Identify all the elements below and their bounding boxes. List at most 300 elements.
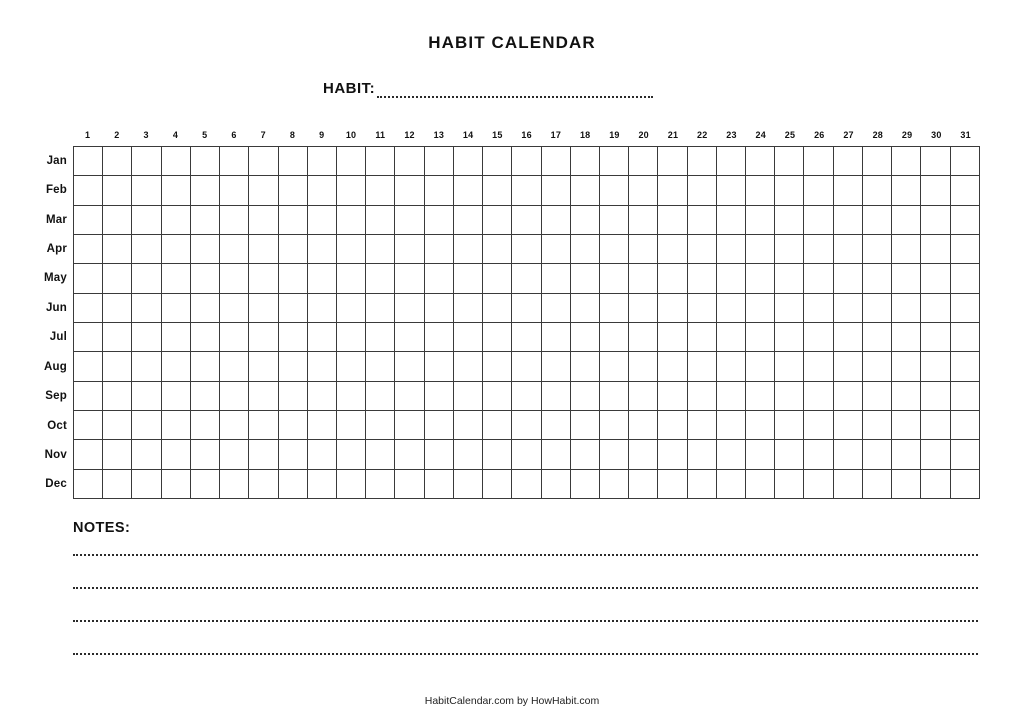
habit-cell[interactable]	[746, 206, 775, 235]
habit-cell[interactable]	[951, 147, 980, 176]
habit-cell[interactable]	[892, 382, 921, 411]
habit-cell[interactable]	[308, 411, 337, 440]
habit-cell[interactable]	[658, 440, 687, 469]
habit-cell[interactable]	[834, 176, 863, 205]
habit-cell[interactable]	[279, 352, 308, 381]
habit-cell[interactable]	[337, 440, 366, 469]
habit-cell[interactable]	[804, 382, 833, 411]
habit-cell[interactable]	[249, 352, 278, 381]
habit-cell[interactable]	[834, 470, 863, 499]
habit-cell[interactable]	[892, 294, 921, 323]
habit-cell[interactable]	[834, 147, 863, 176]
habit-cell[interactable]	[162, 294, 191, 323]
habit-cell[interactable]	[454, 206, 483, 235]
habit-cell[interactable]	[834, 411, 863, 440]
habit-cell[interactable]	[74, 294, 103, 323]
habit-cell[interactable]	[863, 323, 892, 352]
habit-cell[interactable]	[834, 206, 863, 235]
habit-cell[interactable]	[746, 264, 775, 293]
habit-cell[interactable]	[337, 176, 366, 205]
notes-line[interactable]	[73, 554, 978, 556]
habit-cell[interactable]	[249, 235, 278, 264]
habit-cell[interactable]	[132, 264, 161, 293]
habit-cell[interactable]	[454, 352, 483, 381]
habit-cell[interactable]	[512, 352, 541, 381]
habit-cell[interactable]	[103, 411, 132, 440]
habit-cell[interactable]	[571, 147, 600, 176]
habit-cell[interactable]	[454, 411, 483, 440]
habit-cell[interactable]	[571, 206, 600, 235]
habit-cell[interactable]	[775, 147, 804, 176]
habit-cell[interactable]	[191, 323, 220, 352]
habit-cell[interactable]	[220, 264, 249, 293]
habit-cell[interactable]	[366, 470, 395, 499]
habit-cell[interactable]	[395, 176, 424, 205]
habit-cell[interactable]	[191, 382, 220, 411]
habit-cell[interactable]	[425, 294, 454, 323]
habit-cell[interactable]	[629, 176, 658, 205]
habit-cell[interactable]	[74, 323, 103, 352]
habit-cell[interactable]	[220, 382, 249, 411]
notes-line[interactable]	[73, 587, 978, 589]
habit-cell[interactable]	[834, 440, 863, 469]
habit-cell[interactable]	[395, 470, 424, 499]
habit-cell[interactable]	[395, 323, 424, 352]
habit-cell[interactable]	[395, 382, 424, 411]
habit-field-input[interactable]	[377, 82, 653, 98]
habit-cell[interactable]	[600, 470, 629, 499]
habit-cell[interactable]	[775, 352, 804, 381]
habit-cell[interactable]	[366, 352, 395, 381]
habit-cell[interactable]	[512, 147, 541, 176]
habit-cell[interactable]	[395, 440, 424, 469]
habit-cell[interactable]	[951, 440, 980, 469]
habit-cell[interactable]	[191, 470, 220, 499]
habit-cell[interactable]	[658, 470, 687, 499]
habit-cell[interactable]	[366, 235, 395, 264]
habit-cell[interactable]	[863, 440, 892, 469]
habit-cell[interactable]	[921, 382, 950, 411]
habit-cell[interactable]	[220, 323, 249, 352]
habit-cell[interactable]	[542, 294, 571, 323]
habit-cell[interactable]	[775, 294, 804, 323]
habit-cell[interactable]	[863, 294, 892, 323]
habit-cell[interactable]	[951, 176, 980, 205]
habit-cell[interactable]	[454, 382, 483, 411]
habit-cell[interactable]	[717, 352, 746, 381]
habit-cell[interactable]	[132, 176, 161, 205]
habit-cell[interactable]	[775, 235, 804, 264]
habit-cell[interactable]	[162, 382, 191, 411]
habit-cell[interactable]	[308, 440, 337, 469]
habit-cell[interactable]	[921, 147, 950, 176]
habit-cell[interactable]	[921, 235, 950, 264]
habit-cell[interactable]	[162, 147, 191, 176]
habit-cell[interactable]	[103, 470, 132, 499]
habit-cell[interactable]	[337, 382, 366, 411]
habit-cell[interactable]	[921, 440, 950, 469]
habit-cell[interactable]	[366, 323, 395, 352]
habit-cell[interactable]	[600, 235, 629, 264]
habit-cell[interactable]	[629, 382, 658, 411]
habit-cell[interactable]	[717, 323, 746, 352]
habit-cell[interactable]	[74, 235, 103, 264]
habit-cell[interactable]	[483, 235, 512, 264]
habit-cell[interactable]	[892, 206, 921, 235]
habit-cell[interactable]	[863, 382, 892, 411]
habit-cell[interactable]	[483, 470, 512, 499]
habit-cell[interactable]	[775, 411, 804, 440]
habit-cell[interactable]	[600, 323, 629, 352]
habit-cell[interactable]	[542, 323, 571, 352]
habit-cell[interactable]	[425, 382, 454, 411]
habit-cell[interactable]	[658, 147, 687, 176]
habit-cell[interactable]	[804, 176, 833, 205]
habit-cell[interactable]	[834, 294, 863, 323]
habit-cell[interactable]	[542, 382, 571, 411]
habit-cell[interactable]	[395, 206, 424, 235]
habit-cell[interactable]	[337, 147, 366, 176]
habit-cell[interactable]	[512, 470, 541, 499]
habit-cell[interactable]	[337, 470, 366, 499]
habit-cell[interactable]	[132, 352, 161, 381]
habit-cell[interactable]	[688, 470, 717, 499]
habit-cell[interactable]	[337, 206, 366, 235]
habit-cell[interactable]	[337, 352, 366, 381]
habit-cell[interactable]	[366, 176, 395, 205]
habit-cell[interactable]	[249, 470, 278, 499]
habit-cell[interactable]	[425, 352, 454, 381]
habit-cell[interactable]	[688, 411, 717, 440]
habit-cell[interactable]	[921, 176, 950, 205]
habit-cell[interactable]	[629, 264, 658, 293]
habit-cell[interactable]	[921, 352, 950, 381]
habit-cell[interactable]	[804, 147, 833, 176]
habit-cell[interactable]	[512, 411, 541, 440]
habit-cell[interactable]	[746, 382, 775, 411]
habit-cell[interactable]	[425, 411, 454, 440]
habit-cell[interactable]	[366, 411, 395, 440]
habit-cell[interactable]	[454, 176, 483, 205]
habit-cell[interactable]	[132, 323, 161, 352]
habit-cell[interactable]	[600, 352, 629, 381]
habit-cell[interactable]	[249, 440, 278, 469]
habit-cell[interactable]	[279, 206, 308, 235]
habit-cell[interactable]	[688, 352, 717, 381]
habit-cell[interactable]	[308, 294, 337, 323]
habit-cell[interactable]	[483, 440, 512, 469]
habit-cell[interactable]	[571, 323, 600, 352]
habit-cell[interactable]	[951, 323, 980, 352]
habit-cell[interactable]	[366, 382, 395, 411]
habit-cell[interactable]	[863, 206, 892, 235]
habit-cell[interactable]	[162, 264, 191, 293]
habit-cell[interactable]	[132, 294, 161, 323]
habit-cell[interactable]	[483, 147, 512, 176]
habit-cell[interactable]	[863, 235, 892, 264]
habit-cell[interactable]	[746, 411, 775, 440]
habit-cell[interactable]	[454, 264, 483, 293]
habit-cell[interactable]	[834, 352, 863, 381]
habit-cell[interactable]	[600, 382, 629, 411]
habit-cell[interactable]	[629, 235, 658, 264]
habit-cell[interactable]	[804, 440, 833, 469]
habit-cell[interactable]	[512, 264, 541, 293]
habit-cell[interactable]	[951, 235, 980, 264]
notes-line[interactable]	[73, 653, 978, 655]
habit-cell[interactable]	[892, 147, 921, 176]
habit-cell[interactable]	[483, 382, 512, 411]
habit-cell[interactable]	[892, 440, 921, 469]
habit-cell[interactable]	[512, 294, 541, 323]
habit-cell[interactable]	[308, 323, 337, 352]
habit-cell[interactable]	[279, 235, 308, 264]
habit-cell[interactable]	[688, 294, 717, 323]
habit-cell[interactable]	[103, 147, 132, 176]
habit-cell[interactable]	[688, 235, 717, 264]
habit-cell[interactable]	[366, 264, 395, 293]
habit-cell[interactable]	[892, 352, 921, 381]
habit-cell[interactable]	[220, 470, 249, 499]
habit-cell[interactable]	[804, 470, 833, 499]
habit-cell[interactable]	[132, 470, 161, 499]
habit-cell[interactable]	[951, 352, 980, 381]
habit-cell[interactable]	[308, 235, 337, 264]
habit-cell[interactable]	[337, 235, 366, 264]
habit-cell[interactable]	[717, 294, 746, 323]
habit-cell[interactable]	[425, 440, 454, 469]
habit-field[interactable]	[323, 80, 653, 98]
habit-cell[interactable]	[921, 294, 950, 323]
habit-cell[interactable]	[337, 411, 366, 440]
habit-cell[interactable]	[454, 235, 483, 264]
habit-cell[interactable]	[571, 440, 600, 469]
habit-cell[interactable]	[688, 206, 717, 235]
habit-cell[interactable]	[249, 176, 278, 205]
habit-cell[interactable]	[688, 264, 717, 293]
habit-cell[interactable]	[512, 323, 541, 352]
habit-cell[interactable]	[892, 176, 921, 205]
habit-cell[interactable]	[951, 206, 980, 235]
habit-cell[interactable]	[162, 323, 191, 352]
habit-cell[interactable]	[951, 294, 980, 323]
habit-cell[interactable]	[191, 147, 220, 176]
habit-cell[interactable]	[308, 382, 337, 411]
habit-cell[interactable]	[191, 235, 220, 264]
habit-cell[interactable]	[921, 411, 950, 440]
habit-cell[interactable]	[454, 294, 483, 323]
habit-cell[interactable]	[951, 264, 980, 293]
habit-cell[interactable]	[191, 352, 220, 381]
habit-cell[interactable]	[308, 470, 337, 499]
habit-cell[interactable]	[921, 264, 950, 293]
habit-cell[interactable]	[74, 411, 103, 440]
habit-cell[interactable]	[162, 206, 191, 235]
habit-cell[interactable]	[132, 235, 161, 264]
habit-cell[interactable]	[542, 264, 571, 293]
habit-cell[interactable]	[191, 411, 220, 440]
habit-cell[interactable]	[132, 382, 161, 411]
habit-cell[interactable]	[220, 411, 249, 440]
habit-cell[interactable]	[74, 352, 103, 381]
habit-cell[interactable]	[220, 294, 249, 323]
habit-cell[interactable]	[892, 411, 921, 440]
habit-cell[interactable]	[220, 352, 249, 381]
habit-cell[interactable]	[717, 147, 746, 176]
habit-cell[interactable]	[629, 411, 658, 440]
habit-cell[interactable]	[892, 235, 921, 264]
habit-cell[interactable]	[717, 176, 746, 205]
habit-cell[interactable]	[425, 206, 454, 235]
habit-cell[interactable]	[162, 470, 191, 499]
habit-cell[interactable]	[483, 352, 512, 381]
habit-cell[interactable]	[337, 323, 366, 352]
habit-cell[interactable]	[629, 352, 658, 381]
habit-cell[interactable]	[249, 147, 278, 176]
habit-cell[interactable]	[483, 176, 512, 205]
habit-cell[interactable]	[804, 323, 833, 352]
habit-cell[interactable]	[366, 147, 395, 176]
habit-cell[interactable]	[279, 294, 308, 323]
habit-cell[interactable]	[892, 264, 921, 293]
habit-cell[interactable]	[74, 206, 103, 235]
habit-cell[interactable]	[542, 440, 571, 469]
habit-cell[interactable]	[629, 470, 658, 499]
habit-cell[interactable]	[658, 352, 687, 381]
habit-cell[interactable]	[542, 235, 571, 264]
habit-cell[interactable]	[746, 147, 775, 176]
habit-cell[interactable]	[863, 147, 892, 176]
habit-cell[interactable]	[249, 323, 278, 352]
habit-cell[interactable]	[571, 352, 600, 381]
habit-cell[interactable]	[249, 294, 278, 323]
habit-cell[interactable]	[863, 176, 892, 205]
habit-cell[interactable]	[804, 352, 833, 381]
habit-cell[interactable]	[571, 382, 600, 411]
habit-cell[interactable]	[425, 147, 454, 176]
habit-cell[interactable]	[892, 323, 921, 352]
habit-cell[interactable]	[220, 176, 249, 205]
habit-cell[interactable]	[658, 235, 687, 264]
habit-cell[interactable]	[571, 294, 600, 323]
habit-cell[interactable]	[395, 235, 424, 264]
habit-cell[interactable]	[395, 147, 424, 176]
habit-cell[interactable]	[279, 470, 308, 499]
habit-cell[interactable]	[804, 411, 833, 440]
habit-cell[interactable]	[279, 264, 308, 293]
habit-cell[interactable]	[717, 264, 746, 293]
habit-cell[interactable]	[74, 147, 103, 176]
habit-cell[interactable]	[863, 352, 892, 381]
habit-cell[interactable]	[308, 176, 337, 205]
habit-cell[interactable]	[425, 470, 454, 499]
habit-cell[interactable]	[571, 235, 600, 264]
habit-cell[interactable]	[512, 206, 541, 235]
habit-cell[interactable]	[863, 470, 892, 499]
habit-cell[interactable]	[308, 264, 337, 293]
habit-cell[interactable]	[425, 323, 454, 352]
habit-cell[interactable]	[658, 294, 687, 323]
habit-cell[interactable]	[863, 264, 892, 293]
habit-cell[interactable]	[717, 411, 746, 440]
habit-cell[interactable]	[483, 206, 512, 235]
habit-cell[interactable]	[162, 352, 191, 381]
habit-cell[interactable]	[542, 470, 571, 499]
habit-cell[interactable]	[103, 206, 132, 235]
habit-cell[interactable]	[162, 235, 191, 264]
habit-cell[interactable]	[249, 382, 278, 411]
habit-cell[interactable]	[220, 206, 249, 235]
habit-cell[interactable]	[220, 147, 249, 176]
habit-cell[interactable]	[454, 147, 483, 176]
habit-cell[interactable]	[688, 323, 717, 352]
habit-cell[interactable]	[600, 147, 629, 176]
habit-cell[interactable]	[804, 294, 833, 323]
habit-cell[interactable]	[834, 264, 863, 293]
habit-cell[interactable]	[717, 235, 746, 264]
habit-cell[interactable]	[921, 206, 950, 235]
habit-cell[interactable]	[191, 206, 220, 235]
habit-cell[interactable]	[512, 235, 541, 264]
habit-cell[interactable]	[629, 323, 658, 352]
habit-cell[interactable]	[834, 323, 863, 352]
habit-cell[interactable]	[804, 206, 833, 235]
habit-cell[interactable]	[658, 323, 687, 352]
habit-cell[interactable]	[74, 440, 103, 469]
habit-cell[interactable]	[103, 382, 132, 411]
habit-cell[interactable]	[834, 235, 863, 264]
habit-cell[interactable]	[337, 294, 366, 323]
habit-cell[interactable]	[658, 411, 687, 440]
habit-cell[interactable]	[249, 264, 278, 293]
habit-cell[interactable]	[542, 206, 571, 235]
habit-cell[interactable]	[746, 470, 775, 499]
habit-cell[interactable]	[717, 440, 746, 469]
habit-cell[interactable]	[132, 206, 161, 235]
habit-cell[interactable]	[103, 264, 132, 293]
habit-cell[interactable]	[775, 382, 804, 411]
habit-cell[interactable]	[571, 264, 600, 293]
habit-cell[interactable]	[454, 470, 483, 499]
habit-cell[interactable]	[512, 176, 541, 205]
habit-cell[interactable]	[775, 440, 804, 469]
habit-cell[interactable]	[775, 470, 804, 499]
habit-cell[interactable]	[746, 176, 775, 205]
habit-cell[interactable]	[74, 470, 103, 499]
habit-cell[interactable]	[162, 440, 191, 469]
habit-cell[interactable]	[308, 147, 337, 176]
habit-cell[interactable]	[804, 235, 833, 264]
habit-cell[interactable]	[688, 176, 717, 205]
habit-cell[interactable]	[103, 235, 132, 264]
habit-cell[interactable]	[162, 176, 191, 205]
habit-cell[interactable]	[395, 352, 424, 381]
habit-cell[interactable]	[600, 264, 629, 293]
habit-cell[interactable]	[629, 440, 658, 469]
habit-cell[interactable]	[600, 206, 629, 235]
habit-cell[interactable]	[717, 470, 746, 499]
habit-cell[interactable]	[746, 323, 775, 352]
habit-cell[interactable]	[658, 264, 687, 293]
habit-cell[interactable]	[395, 294, 424, 323]
habit-cell[interactable]	[600, 440, 629, 469]
habit-cell[interactable]	[103, 323, 132, 352]
habit-cell[interactable]	[220, 235, 249, 264]
habit-cell[interactable]	[688, 440, 717, 469]
habit-cell[interactable]	[191, 440, 220, 469]
habit-cell[interactable]	[395, 411, 424, 440]
habit-cell[interactable]	[220, 440, 249, 469]
